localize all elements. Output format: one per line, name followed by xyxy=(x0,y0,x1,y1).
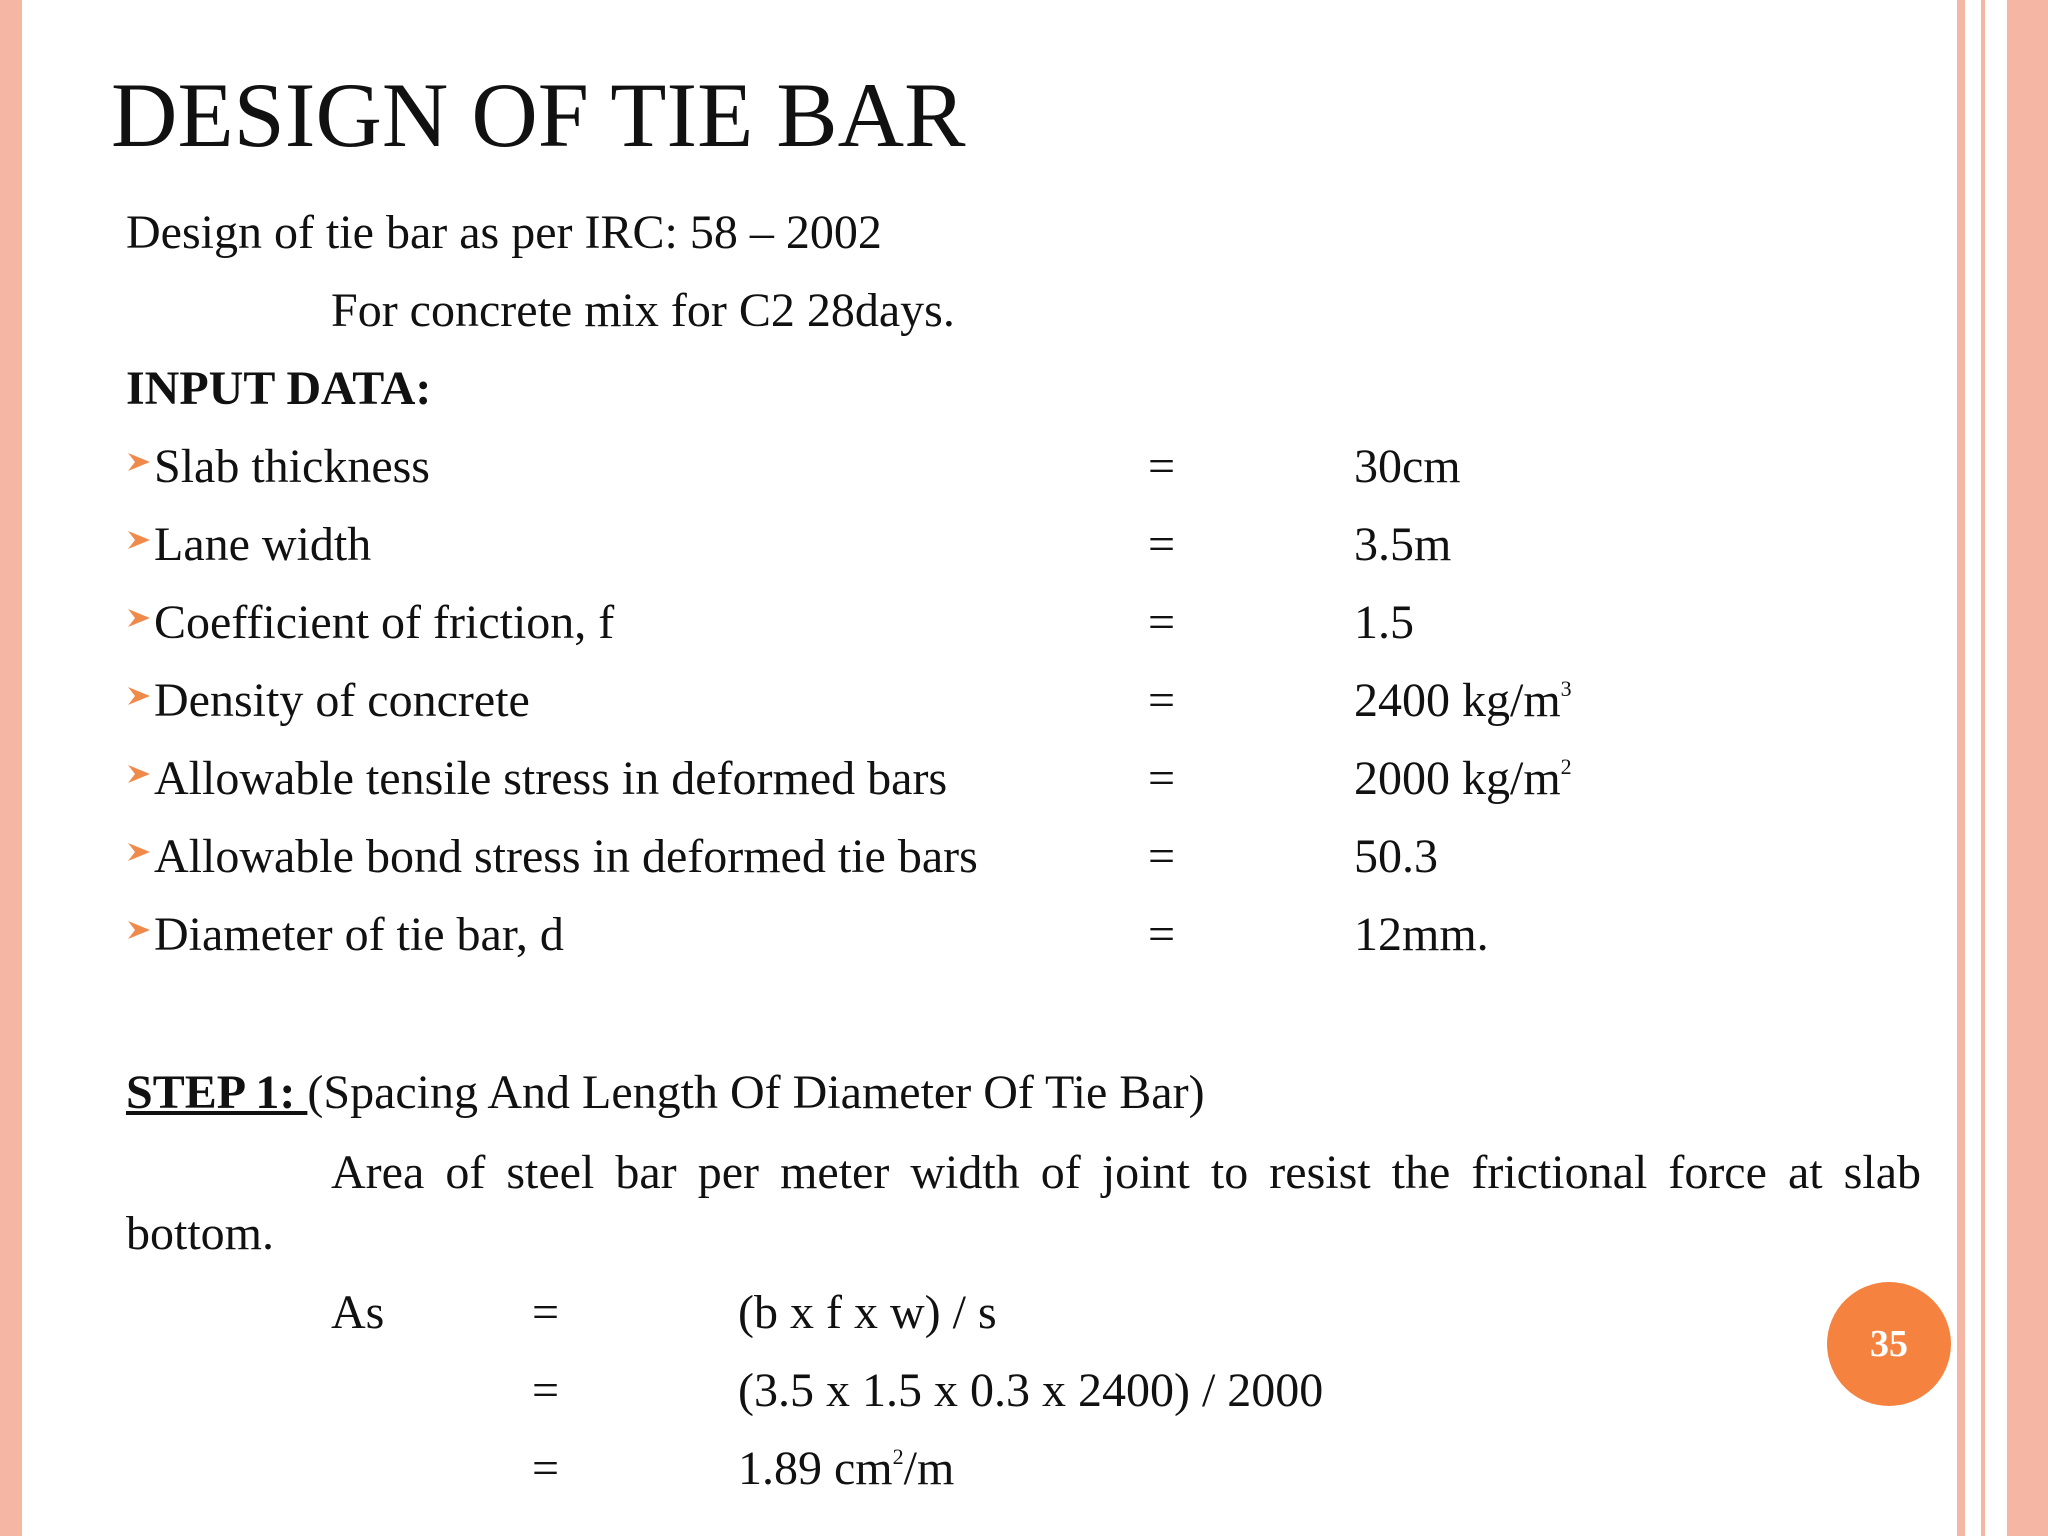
input-equals: = xyxy=(1148,908,1176,961)
input-value: 1.5 xyxy=(1354,596,1414,649)
formula-expression: (b x f x w) / s xyxy=(738,1286,997,1339)
step1-heading: STEP 1: xyxy=(126,1066,308,1119)
input-equals: = xyxy=(1148,830,1176,883)
step1-heading-line xyxy=(126,1063,1205,1123)
sub-line: For concrete mix for C2 28days. xyxy=(331,284,955,337)
input-label: Slab thickness xyxy=(154,440,430,493)
formula-equals: = xyxy=(532,1286,560,1339)
border-stripe xyxy=(1957,0,1965,1536)
input-value: 2000 $kg/m^2$ xyxy=(1354,752,1572,805)
input-row xyxy=(126,749,1626,809)
input-value: 3.5m xyxy=(1354,518,1452,571)
formula-result: 1.89 $cm^2/m$ xyxy=(738,1442,955,1495)
input-row xyxy=(126,671,1626,731)
slide-border-right xyxy=(1957,0,2048,1536)
formula-symbol: As xyxy=(331,1286,385,1339)
input-value: 2400 $kg/m^3$ xyxy=(1354,674,1572,727)
arrowhead-bullet-icon xyxy=(126,683,152,709)
arrowhead-bullet-icon xyxy=(126,527,152,553)
step1-description-line1: Area of steel bar per meter width of joint to resist the frictional force at slab xyxy=(331,1146,1921,1199)
input-row xyxy=(126,827,1626,887)
input-equals: = xyxy=(1148,440,1176,493)
input-equals: = xyxy=(1148,518,1176,571)
input-value: 12mm. xyxy=(1354,908,1489,961)
input-label: Diameter of tie bar, d xyxy=(154,908,564,961)
step1-description-line2: bottom. xyxy=(126,1207,275,1260)
border-stripe xyxy=(1981,0,1985,1536)
input-value: 50.3 xyxy=(1354,830,1438,883)
input-row xyxy=(126,905,1626,965)
arrowhead-bullet-icon xyxy=(126,917,152,943)
arrowhead-bullet-icon xyxy=(126,605,152,631)
arrowhead-bullet-icon xyxy=(126,449,152,475)
input-row xyxy=(126,593,1626,653)
input-equals: = xyxy=(1148,596,1176,649)
input-label: Density of concrete xyxy=(154,674,530,727)
input-row xyxy=(126,515,1626,575)
input-equals: = xyxy=(1148,752,1176,805)
formula-substitution: (3.5 x 1.5 x 0.3 x 2400) / 2000 xyxy=(738,1364,1324,1417)
input-equals: = xyxy=(1148,674,1176,727)
slide-title: DESIGN OF TIE BAR xyxy=(111,64,966,166)
input-label: Allowable tensile stress in deformed bars xyxy=(154,752,948,805)
input-row xyxy=(126,437,1626,497)
formula-equals: = xyxy=(532,1442,560,1495)
input-label: Coefficient of friction, f xyxy=(154,596,615,649)
input-label: Allowable bond stress in deformed tie bars xyxy=(154,830,978,883)
arrowhead-bullet-icon xyxy=(126,839,152,865)
page-number-badge: 35 xyxy=(1827,1282,1951,1406)
slide-border-left xyxy=(0,0,22,1536)
input-label: Lane width xyxy=(154,518,372,571)
step1-heading-detail: (Spacing And Length Of Diameter Of Tie Bar) xyxy=(307,1066,1205,1119)
input-value: 30cm xyxy=(1354,440,1461,493)
formula-equals: = xyxy=(532,1364,560,1417)
input-heading: INPUT DATA: xyxy=(126,362,432,415)
intro-line: Design of tie bar as per IRC: 58 – 2002 xyxy=(126,206,882,259)
arrowhead-bullet-icon xyxy=(126,761,152,787)
border-stripe xyxy=(2007,0,2048,1536)
